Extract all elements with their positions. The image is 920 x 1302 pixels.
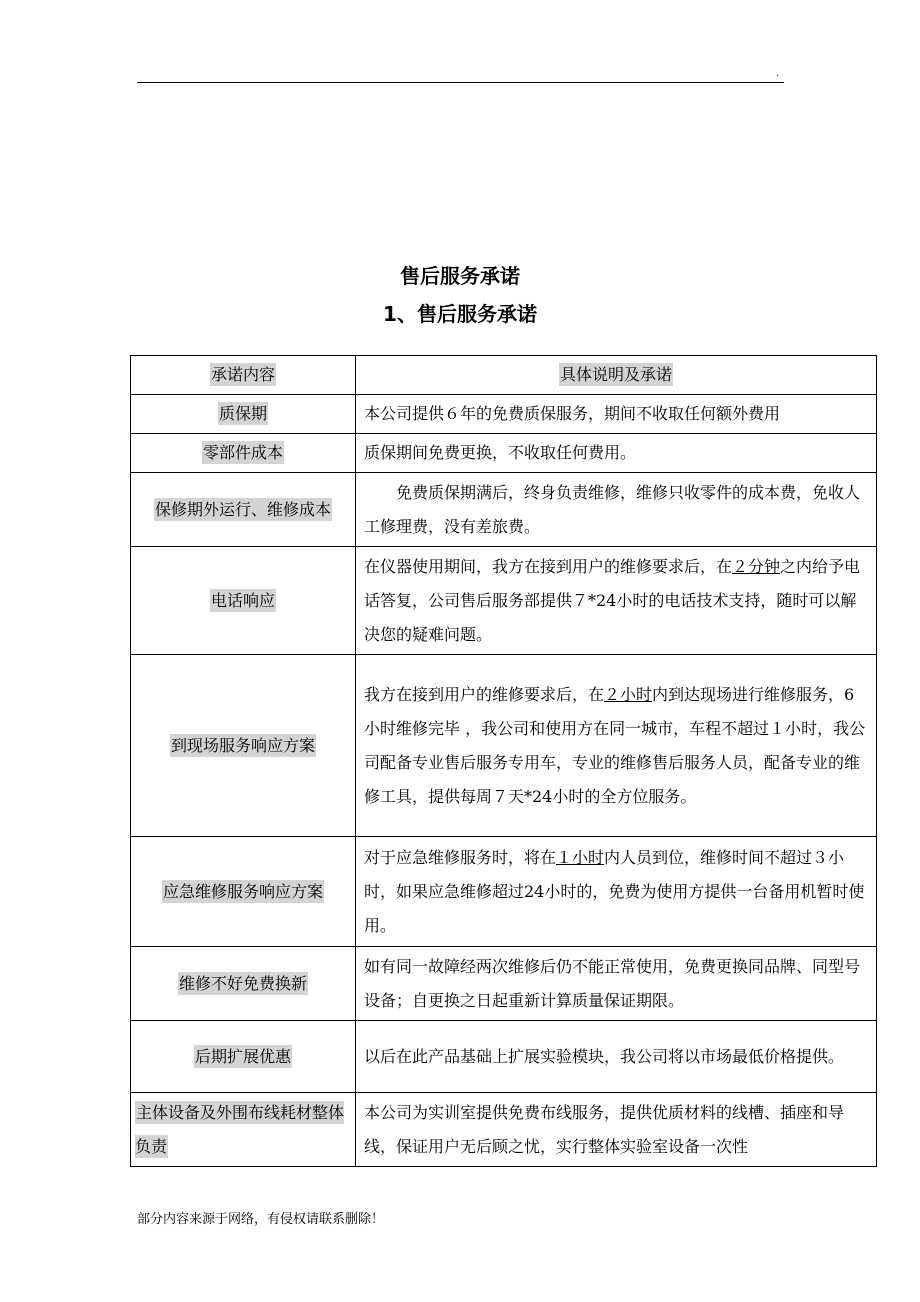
row-item: 零部件成本 [131,434,356,473]
row-item: 保修期外运行、维修成本 [131,473,356,547]
row-desc: 免费质保期满后，终身负责维修，维修只收零件的成本费，免收人工修理费，没有差旅费。 [356,473,877,547]
row-item: 应急维修服务响应方案 [131,837,356,947]
table-row [131,1021,877,1093]
header-cell-desc: 具体说明及承诺 [356,356,877,395]
footer-note: 部分内容来源于网络，有侵权请联系删除！ [137,1212,385,1227]
row-desc: 本公司提供６年的免费质保服务，期间不收取任何额外费用 [356,395,877,434]
row-desc: 对于应急维修服务时，将在１小时内人员到位，维修时间不超过３小时，如果应急维修超过24小时的，免费为使用方提供一台备用机暂时使用。 [356,837,877,947]
page-title: 售后服务承诺 [400,264,520,288]
row-desc: 我方在接到用户的维修要求后，在２小时内到达现场进行维修服务，6小时维修完毕 ，我公司和使用方在同一城市，车程不超过１小时，我公司配备专业售后服务专用车，专业的维修售后服务人员，配备专业的维修工具，提供每周７天*24小时的全方位服务。 [356,655,877,837]
header-rule [137,82,784,83]
header-dot: . [776,68,780,79]
row-desc: 本公司为实训室提供免费布线服务，提供优质材料的线槽、插座和导线，保证用户无后顾之忧，实行整体实验室设备一次性 [356,1093,877,1167]
row-desc: 在仪器使用期间，我方在接到用户的维修要求后，在２分钟之内给予电话答复，公司售后服务部提供７*24小时的电话技术支持，随时可以解决您的疑难问题。 [356,547,877,655]
commitment-table [130,355,877,1167]
section-title: 1、售后服务承诺 [383,302,537,326]
row-desc: 质保期间免费更换，不收取任何费用。 [356,434,877,473]
table-row [131,947,877,1021]
row-desc: 以后在此产品基础上扩展实验模块，我公司将以市场最低价格提供。 [356,1021,877,1093]
header-cell-item: 承诺内容 [131,356,356,395]
table-header-row [131,356,877,395]
table-row [131,837,877,947]
row-desc: 如有同一故障经两次维修后仍不能正常使用，免费更换同品牌、同型号设备；自更换之日起重新计算质量保证期限。 [356,947,877,1021]
row-item: 电话响应 [131,547,356,655]
table-row [131,434,877,473]
row-item: 后期扩展优惠 [131,1021,356,1093]
row-item: 质保期 [131,395,356,434]
table-row [131,547,877,655]
row-item: 到现场服务响应方案 [131,655,356,837]
row-item: 维修不好免费换新 [131,947,356,1021]
table-row [131,395,877,434]
table-row [131,473,877,547]
row-item: 主体设备及外围布线耗材整体负责 [131,1093,356,1167]
table-row [131,655,877,837]
table-row [131,1093,877,1167]
